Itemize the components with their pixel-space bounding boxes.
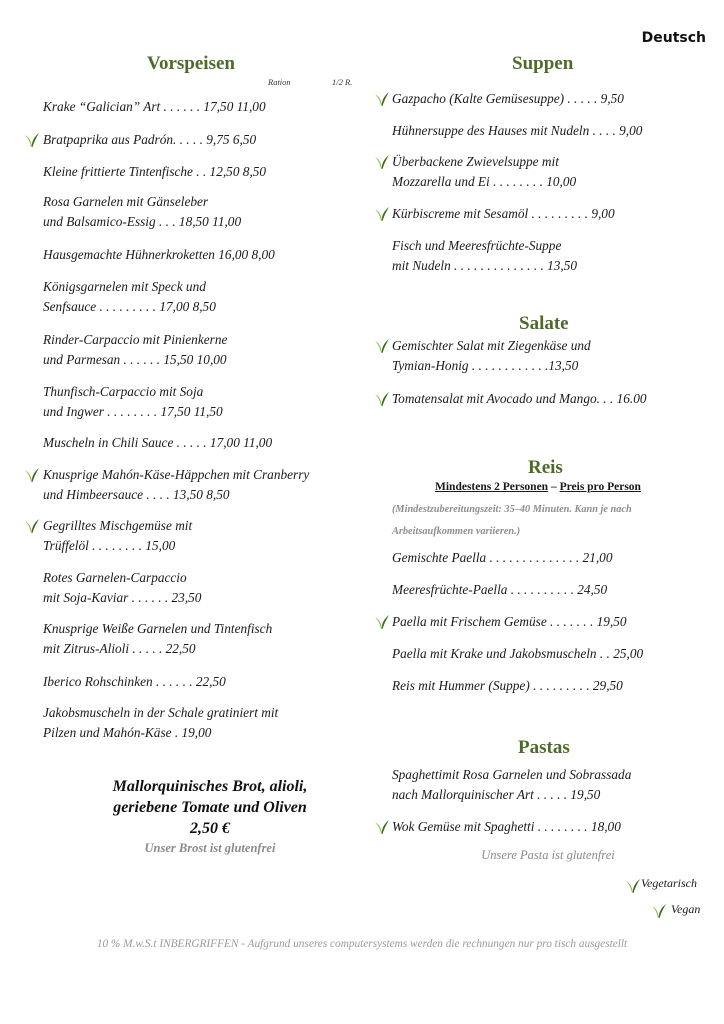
reis-time-note-2: Arbeitsaufkommen variieren.): [392, 526, 521, 537]
bread-line-1: Mallorquinisches Brot, alioli,: [112, 778, 308, 795]
menu-item-line-2: Pilzen und Mahón-Käse . 19,00: [43, 725, 212, 740]
leaf-icon: [374, 91, 390, 107]
menu-item: [392, 336, 591, 376]
legend-vegan: Vegan: [671, 902, 701, 916]
menu-item: [43, 245, 275, 265]
leaf-icon: [374, 819, 390, 835]
leaf-icon: [24, 132, 40, 148]
menu-item: [43, 465, 309, 505]
menu-item: [392, 644, 643, 664]
menu-item-line-1: Gegrilltes Mischgemüse mit: [43, 518, 193, 533]
menu-item-line-1: Muscheln in Chili Sauce . . . . . 17,00 11,00: [43, 435, 273, 450]
menu-item-line-1: Knusprige Mahón-Käse-Häppchen mit Cranberry: [43, 467, 310, 482]
menu-item: [43, 516, 192, 556]
reis-dash: –: [548, 481, 560, 493]
menu-item-line-1: Iberico Rohschinken . . . . . . 22,50: [43, 674, 226, 689]
menu-item: [392, 817, 621, 837]
leaf-icon: [625, 878, 641, 894]
menu-item: [392, 236, 577, 276]
leaf-icon: [374, 338, 390, 354]
menu-item: [43, 433, 272, 453]
menu-item: [392, 152, 576, 192]
menu-item: [43, 192, 241, 232]
section-title-pastas: Pastas: [518, 737, 570, 758]
menu-item-line-2: mit Zitrus-Alioli . . . . . 22,50: [43, 641, 196, 656]
menu-item: [43, 382, 223, 422]
menu-item-line-1: Königsgarnelen mit Speck und: [43, 279, 206, 294]
menu-item: [43, 330, 227, 370]
menu-item: [392, 89, 624, 109]
leaf-icon: [24, 467, 40, 483]
menu-item: [392, 389, 647, 409]
menu-item-line-2: Tymian-Honig . . . . . . . . . . . .13,50: [392, 358, 579, 373]
leaf-icon: [24, 518, 40, 534]
reis-min-persons: Mindestens 2 Personen: [435, 481, 549, 493]
leaf-icon: [651, 903, 667, 919]
reis-time-note-1: (Mindestzubereitungszeit: 35–40 Minuten. Kann je nach: [392, 504, 632, 515]
menu-item: [392, 548, 612, 568]
footer-note: 10 % M.w.S.t INBERGRIFFEN - Aufgrund unseres computersystems werden die rechnungen nur pro tisch ausgestellt: [96, 938, 628, 950]
menu-item: [43, 672, 226, 692]
menu-item-line-1: Krake “Galician” Art . . . . . . 17,50 11,00: [43, 99, 266, 114]
menu-item-line-1: Jakobsmuscheln in der Schale gratiniert mit: [43, 705, 279, 720]
menu-item-line-1: Fisch und Meeresfrüchte-Suppe: [392, 238, 562, 253]
menu-item: [43, 568, 201, 608]
section-title-vorspeisen: Vorspeisen: [147, 53, 235, 74]
reis-price-per-person: Preis pro Person: [559, 481, 641, 493]
leaf-icon: [374, 614, 390, 630]
menu-item: [43, 130, 256, 150]
bread-price: 2,50 €: [190, 820, 230, 837]
leaf-icon: [374, 391, 390, 407]
pasta-gluten-note: Unsere Pasta ist glutenfrei: [481, 848, 615, 862]
menu-item-line-2: nach Mallorquinischer Art . . . . . 19,50: [392, 787, 601, 802]
menu-item-line-2: Trüffelöl . . . . . . . . 15,00: [43, 538, 176, 553]
menu-item-line-1: Spaghettimit Rosa Garnelen und Sobrassada: [392, 767, 632, 782]
menu-item: [43, 703, 278, 743]
menu-item-line-1: Gazpacho (Kalte Gemüsesuppe) . . . . . 9,50: [392, 91, 624, 106]
menu-item: [392, 676, 623, 696]
reis-time-note: [392, 499, 632, 543]
menu-item-line-1: Gemischter Salat mit Ziegenkäse und: [392, 338, 591, 353]
menu-item-line-1: Kleine frittierte Tintenfische . . 12,50 8,50: [43, 164, 267, 179]
menu-item-line-1: Rotes Garnelen-Carpaccio: [43, 570, 187, 585]
menu-item-line-1: Knusprige Weiße Garnelen und Tintenfisch: [43, 621, 273, 636]
section-title-suppen: Suppen: [512, 53, 574, 74]
menu-item-line-2: Senfsauce . . . . . . . . . 17,00 8,50: [43, 299, 216, 314]
column-header-half: 1/2 R.: [332, 77, 353, 87]
menu-item: [392, 121, 642, 141]
menu-item: [392, 204, 615, 224]
menu-item: [43, 619, 272, 659]
menu-item-line-1: Rosa Garnelen mit Gänseleber: [43, 194, 209, 209]
menu-item: [43, 162, 266, 182]
bread-line-2: geriebene Tomate und Oliven: [113, 799, 307, 816]
bread-note: [40, 776, 380, 856]
legend-vegetarian: Vegetarisch: [641, 876, 697, 890]
menu-item-line-1: Paella mit Krake und Jakobsmuscheln . . 25,00: [392, 646, 644, 661]
language-label[interactable]: Deutsch: [641, 30, 706, 46]
leaf-icon: [374, 206, 390, 222]
menu-item-line-1: Hühnersuppe des Hauses mit Nudeln . . . . 9,00: [392, 123, 643, 138]
section-title-reis: Reis: [528, 457, 563, 478]
menu-item-line-2: Mozzarella und Ei . . . . . . . . 10,00: [392, 174, 577, 189]
menu-item-line-2: und Balsamico-Essig . . . 18,50 11,00: [43, 214, 242, 229]
menu-item-line-1: Tomatensalat mit Avocado und Mango. . . 16.00: [392, 391, 647, 406]
menu-item-line-1: Reis mit Hummer (Suppe) . . . . . . . . . 29,50: [392, 678, 623, 693]
menu-item-line-1: Bratpaprika aus Padrón. . . . . 9,75 6,50: [43, 132, 257, 147]
menu-item-line-2: und Himbeersauce . . . . 13,50 8,50: [43, 487, 230, 502]
column-header-ration: Ration: [268, 77, 291, 87]
menu-item-line-1: Überbackene Zwievelsuppe mit: [392, 154, 559, 169]
menu-item: [43, 277, 216, 317]
menu-item-line-1: Thunfisch-Carpaccio mit Soja: [43, 384, 204, 399]
menu-item-line-1: Hausgemachte Hühnerkroketten 16,00 8,00: [43, 247, 275, 262]
menu-item-line-2: und Ingwer . . . . . . . . 17,50 11,50: [43, 404, 223, 419]
menu-item: [43, 97, 266, 117]
menu-item-line-1: Wok Gemüse mit Spaghetti . . . . . . . . 18,00: [392, 819, 621, 834]
bread-gluten-note: Unser Brost ist glutenfrei: [144, 841, 276, 855]
reis-subtitle: [435, 481, 641, 493]
menu-item-line-1: Rinder-Carpaccio mit Pinienkerne: [43, 332, 228, 347]
menu-item-line-2: und Parmesan . . . . . . 15,50 10,00: [43, 352, 227, 367]
menu-item: [392, 612, 627, 632]
menu-item: [392, 765, 631, 805]
menu-item-line-1: Kürbiscreme mit Sesamöl . . . . . . . . . 9,00: [392, 206, 615, 221]
menu-item: [392, 580, 607, 600]
menu-item-line-1: Gemischte Paella . . . . . . . . . . . . . . 21,00: [392, 550, 613, 565]
menu-item-line-2: mit Soja-Kaviar . . . . . . 23,50: [43, 590, 202, 605]
section-title-salate: Salate: [519, 313, 569, 334]
leaf-icon: [374, 154, 390, 170]
menu-item-line-1: Meeresfrüchte-Paella . . . . . . . . . . 24,50: [392, 582, 608, 597]
menu-item-line-1: Paella mit Frischem Gemüse . . . . . . . 19,50: [392, 614, 627, 629]
menu-item-line-2: mit Nudeln . . . . . . . . . . . . . . 13,50: [392, 258, 578, 273]
